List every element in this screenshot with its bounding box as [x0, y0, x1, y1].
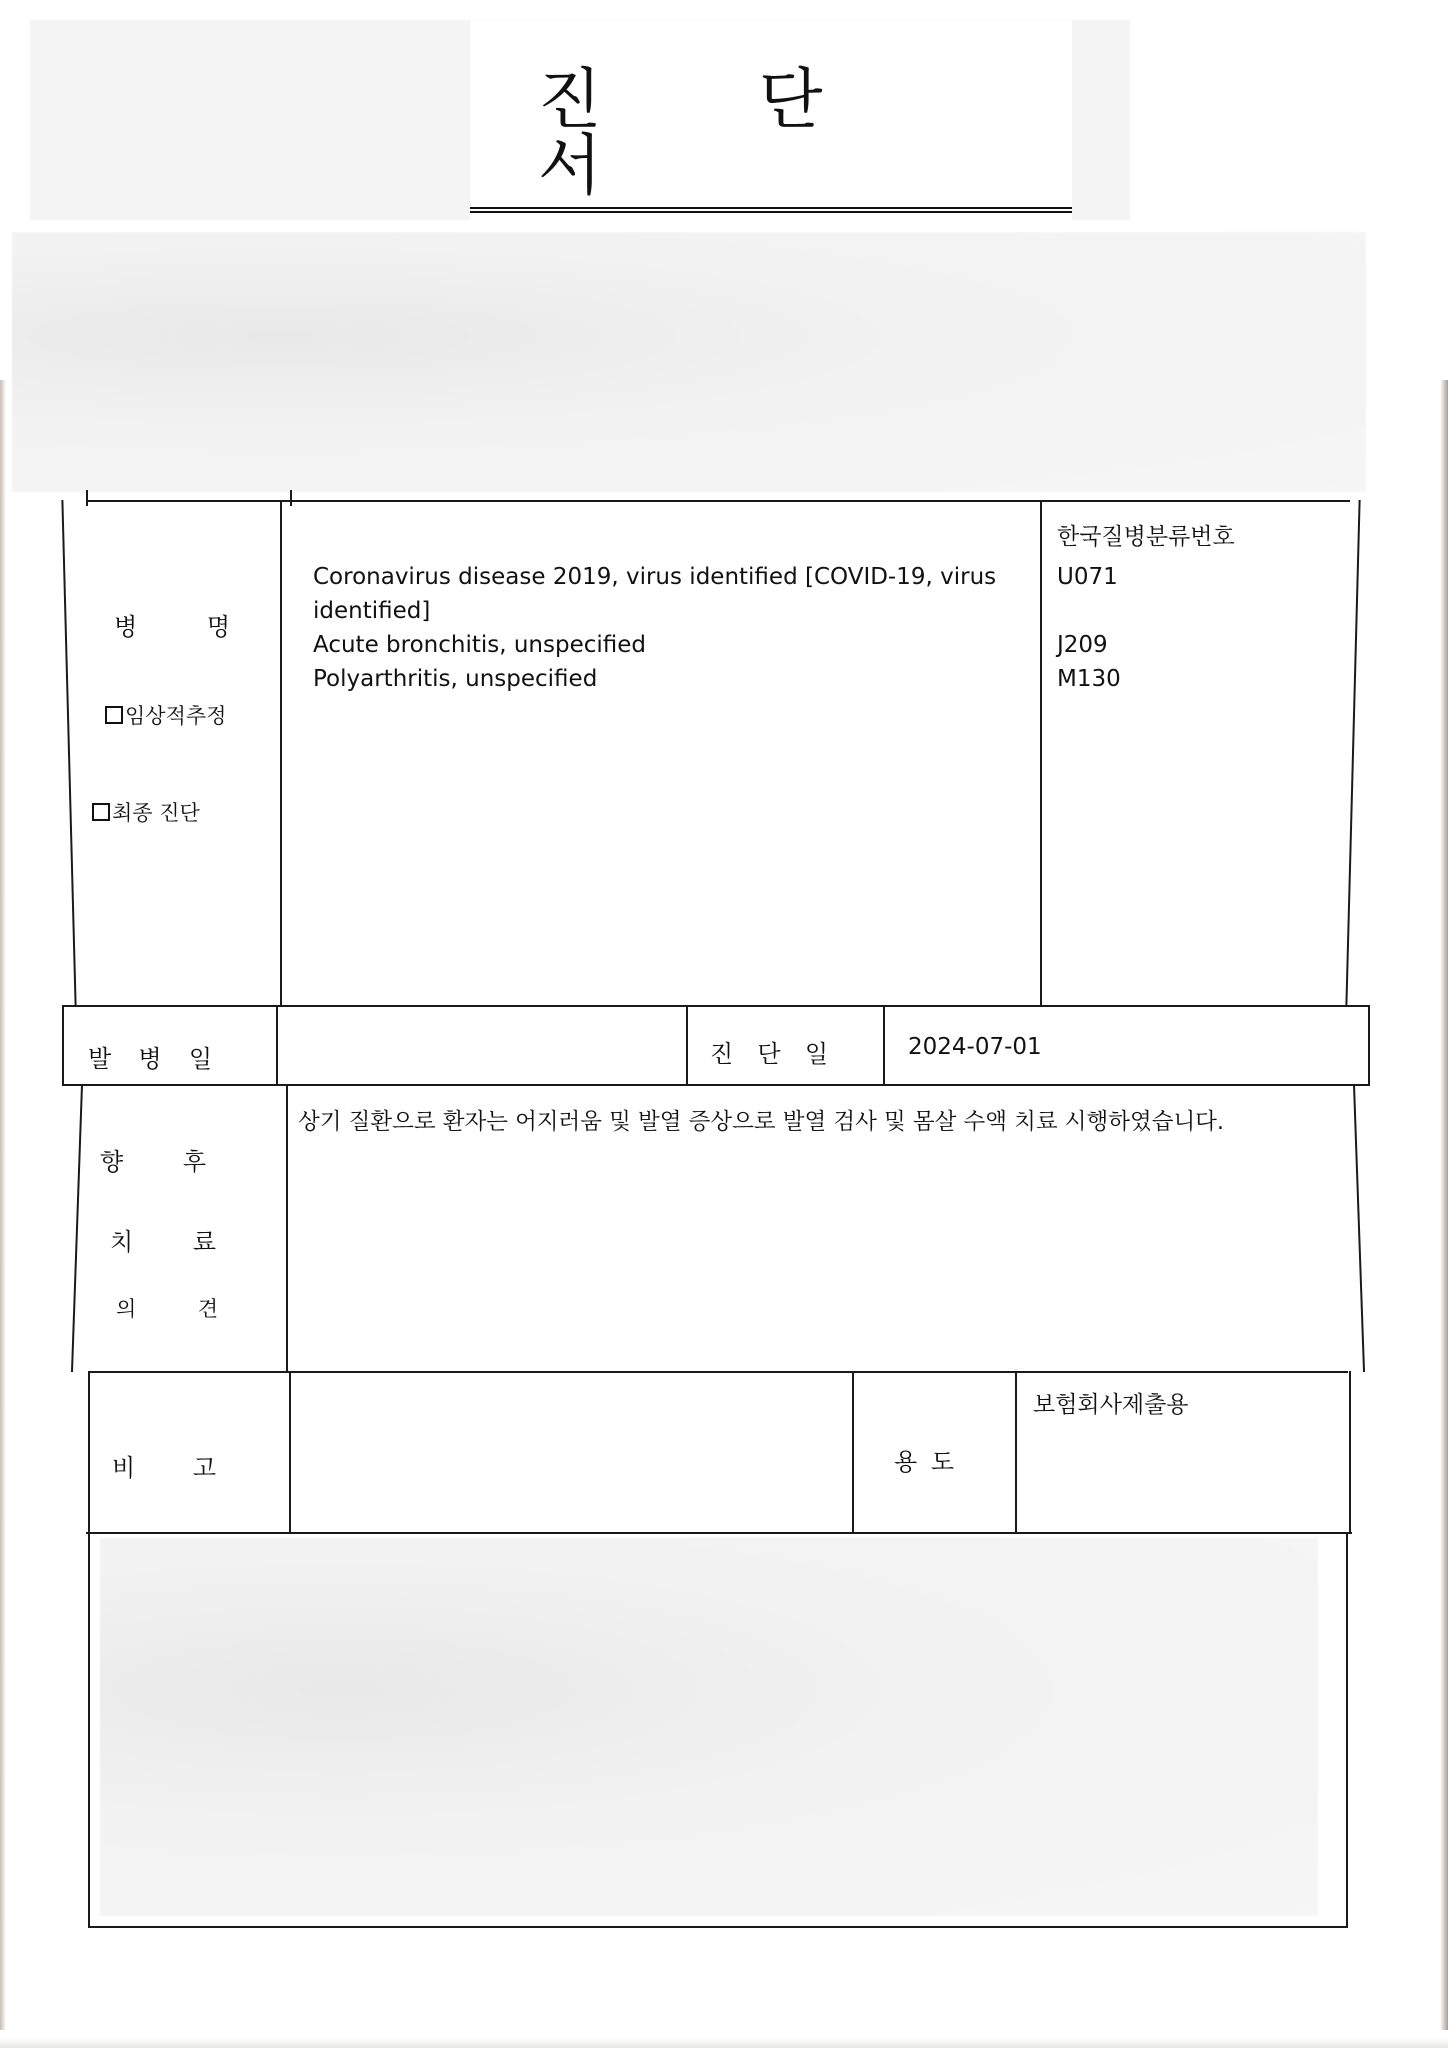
onset-date-label: 발 병 일 — [88, 1045, 212, 1073]
diagnosis-date-label: 진 단 일 — [710, 1040, 828, 1068]
grid-line — [1349, 1371, 1351, 1532]
kcd-code-header: 한국질병분류번호 — [1057, 524, 1235, 550]
diagnosis-line: Coronavirus disease 2019, virus identified [COVID-19, virus — [313, 564, 997, 590]
diagnosis-line: identified] — [313, 598, 431, 624]
checkbox-icon[interactable] — [105, 706, 123, 724]
purpose-label: 용 도 — [894, 1448, 954, 1476]
grid-line — [276, 1005, 278, 1085]
grid-line — [86, 1532, 1352, 1534]
remarks-label: 비 고 — [112, 1454, 216, 1482]
document-title: 진 단 서 — [470, 67, 1072, 213]
grid-line — [1040, 500, 1042, 1006]
grid-line — [852, 1371, 854, 1532]
grid-line — [1346, 1532, 1348, 1928]
kcd-code: J209 — [1057, 632, 1108, 658]
grid-line — [62, 1005, 64, 1085]
diagnosis-label: 병 명 — [114, 613, 230, 641]
grid-line — [1368, 1005, 1370, 1085]
prognosis-text: 상기 질환으로 환자는 어지러움 및 발열 증상으로 발열 검사 및 몸살 수액 치료 시행하였습니다. — [298, 1109, 1225, 1135]
diagnosis-line: Acute bronchitis, unspecified — [313, 632, 647, 658]
grid-line — [289, 1371, 291, 1532]
diagnosis-line: Polyarthritis, unspecified — [313, 666, 598, 692]
final-diagnosis-option[interactable]: 최종 진단 — [92, 797, 200, 827]
grid-line — [88, 1371, 1348, 1373]
diagnosis-date-value: 2024-07-01 — [908, 1034, 1042, 1060]
kcd-code: M130 — [1057, 666, 1121, 692]
grid-line — [62, 1005, 1370, 1007]
prognosis-label-row: 의 견 — [116, 1297, 218, 1321]
grid-line — [88, 1532, 90, 1928]
prognosis-label-row: 향 후 — [100, 1148, 206, 1176]
kcd-code: U071 — [1057, 564, 1118, 590]
paper-edge-shadow-right — [1440, 380, 1448, 2030]
grid-line — [280, 500, 282, 1006]
grid-line — [286, 1084, 288, 1372]
grid-line — [883, 1005, 885, 1085]
paper-edge-shadow-left — [0, 380, 6, 2030]
grid-line — [1015, 1371, 1017, 1534]
redacted-doctor-info — [100, 1538, 1318, 1916]
grid-line — [86, 490, 88, 506]
checkbox-icon[interactable] — [92, 803, 110, 821]
purpose-value: 보험회사제출용 — [1033, 1392, 1189, 1418]
clinical-estimate-option[interactable]: 임상적추정 — [105, 700, 226, 730]
paper-edge-shadow-bottom — [0, 2038, 1448, 2048]
grid-line — [88, 1371, 90, 1532]
grid-line — [86, 500, 1350, 502]
grid-line — [88, 1926, 1348, 1928]
title-area — [470, 20, 1072, 230]
grid-line — [290, 490, 292, 506]
grid-line — [62, 1084, 1370, 1086]
grid-line — [686, 1005, 688, 1085]
redacted-patient-info — [12, 232, 1366, 492]
prognosis-label-row: 치 료 — [110, 1228, 216, 1256]
